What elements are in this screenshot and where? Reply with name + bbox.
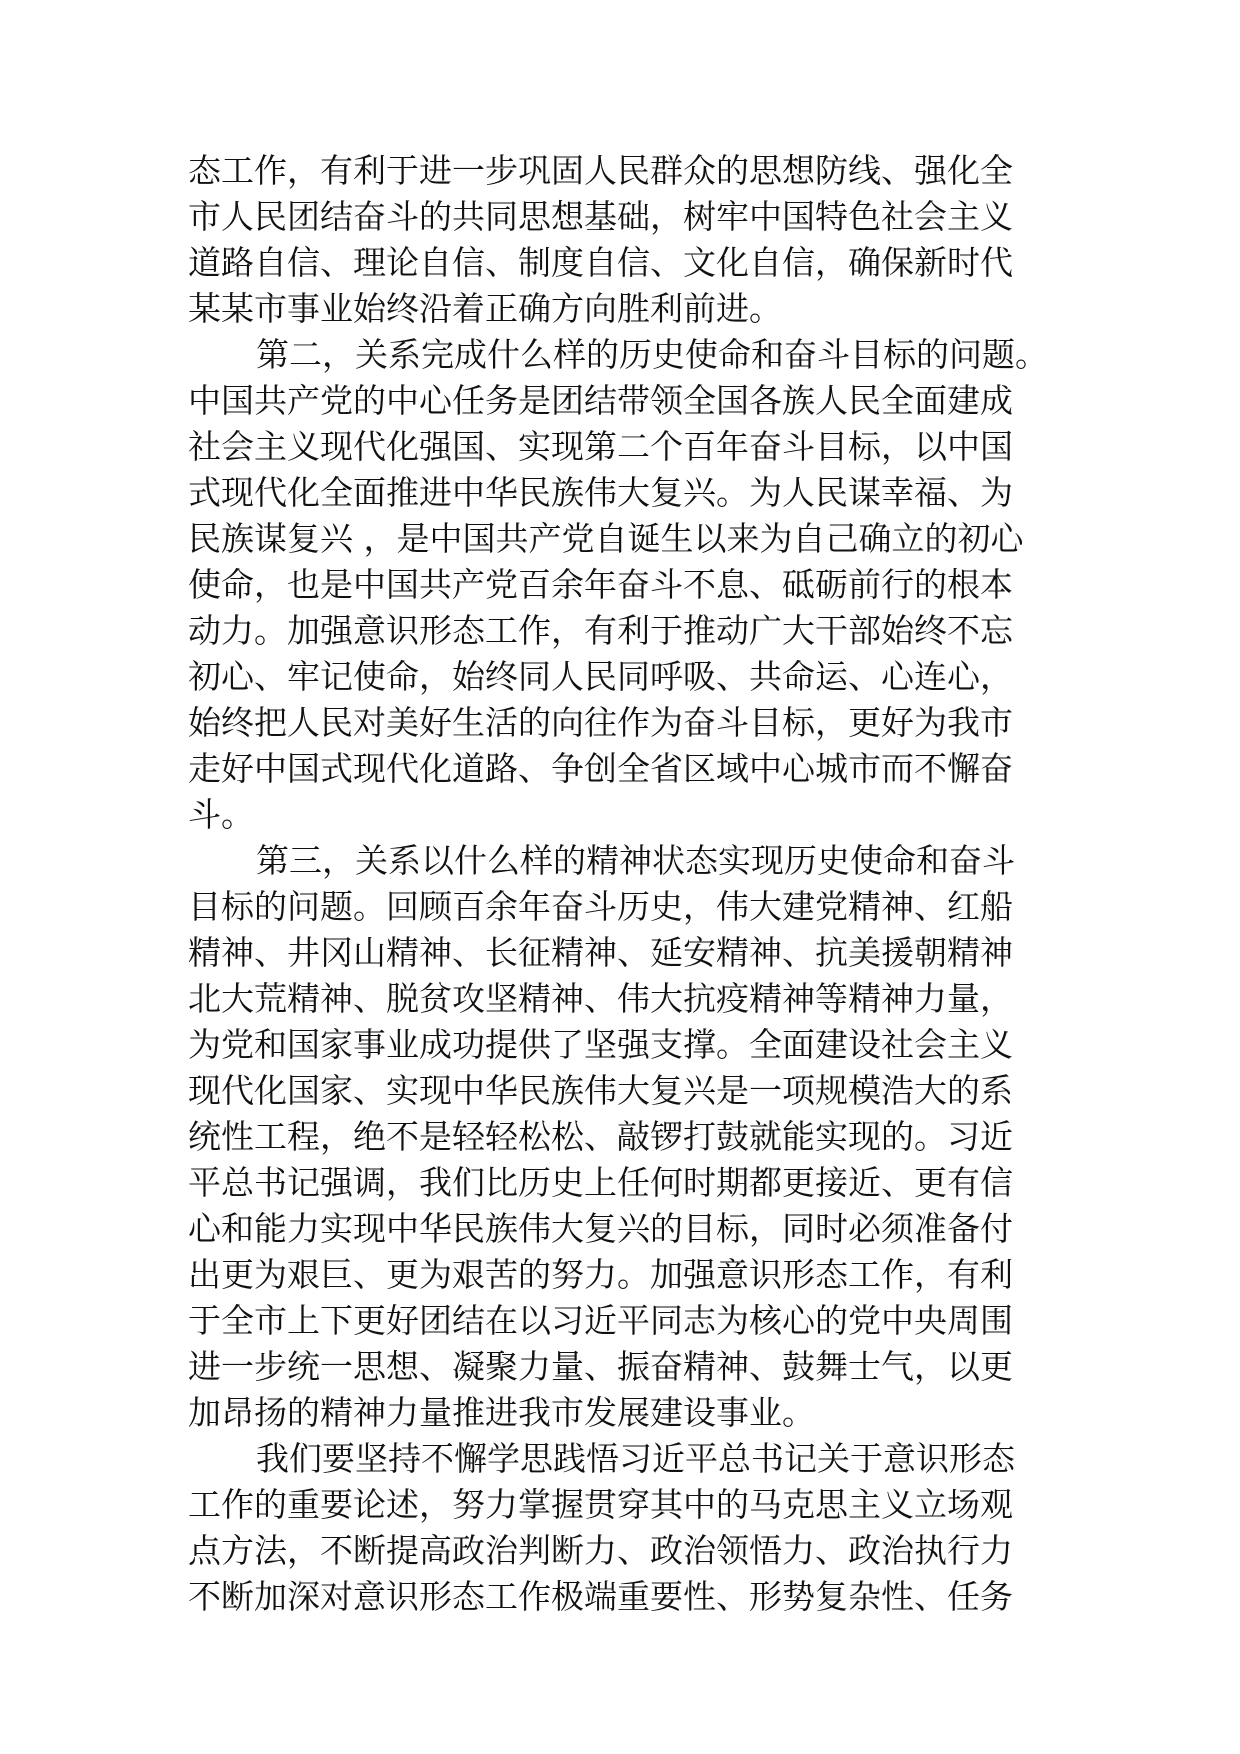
text-line: 出更为艰巨、更为艰苦的努力。加强意识形态工作，有利: [188, 1255, 1013, 1294]
text-line: 进一步统一思想、凝聚力量、振奋精神、鼓舞士气，以更: [188, 1347, 1013, 1386]
text-line: 斗。: [188, 795, 254, 834]
text-line: 走好中国式现代化道路、争创全省区域中心城市而不懈奋: [188, 749, 1013, 788]
text-line: 统性工程，绝不是轻轻松松、敲锣打鼓就能实现的。习近: [188, 1117, 1013, 1156]
text-line: 第三，关系以什么样的精神状态实现历史使命和奋斗: [256, 841, 1015, 880]
text-line: 不断加深对意识形态工作极端重要性、形势复杂性、任务: [188, 1577, 1013, 1616]
text-line: 于全市上下更好团结在以习近平同志为核心的党中央周围: [188, 1301, 1013, 1340]
paragraph: [188, 838, 1068, 1436]
text-line: 使命，也是中国共产党百余年奋斗不息、砥砺前行的根本: [188, 565, 1013, 604]
text-line: 社会主义现代化强国、实现第二个百年奋斗目标，以中国: [188, 427, 1013, 466]
text-line: 为党和国家事业成功提供了坚强支撑。全面建设社会主义: [188, 1025, 1013, 1064]
paragraph: [188, 148, 1068, 332]
text-line: 平总书记强调，我们比历史上任何时期都更接近、更有信: [188, 1163, 1013, 1202]
text-line: 加昂扬的精神力量推进我市发展建设事业。: [188, 1393, 815, 1432]
text-line: 式现代化全面推进中华民族伟大复兴。为人民谋幸福、为: [188, 473, 1013, 512]
text-line: 目标的问题。回顾百余年奋斗历史，伟大建党精神、红船: [188, 887, 1013, 926]
text-line: 道路自信、理论自信、制度自信、文化自信，确保新时代: [188, 243, 1013, 282]
document-body: [188, 148, 1068, 1620]
paragraph: [188, 1436, 1068, 1620]
text-line: 市人民团结奋斗的共同思想基础，树牢中国特色社会主义: [188, 197, 1013, 236]
text-line: 初心、牢记使命，始终同人民同呼吸、共命运、心连心，: [188, 657, 1013, 696]
text-line: 工作的重要论述，努力掌握贯穿其中的马克思主义立场观: [188, 1485, 1013, 1524]
text-line: 民族谋复兴 ，是中国共产党自诞生以来为自己确立的初心: [188, 519, 1024, 558]
text-line: 中国共产党的中心任务是团结带领全国各族人民全面建成: [188, 381, 1013, 420]
text-line: 精神、井冈山精神、长征精神、延安精神、抗美援朝精神: [188, 933, 1013, 972]
text-line: 我们要坚持不懈学思践悟习近平总书记关于意识形态: [256, 1439, 1015, 1478]
text-line: 心和能力实现中华民族伟大复兴的目标，同时必须准备付: [188, 1209, 1013, 1248]
text-line: 现代化国家、实现中华民族伟大复兴是一项规模浩大的系: [188, 1071, 1013, 1110]
paragraph: [188, 332, 1068, 838]
text-line: 动力。加强意识形态工作，有利于推动广大干部始终不忘: [188, 611, 1013, 650]
text-line: 态工作，有利于进一步巩固人民群众的思想防线、强化全: [188, 151, 1013, 190]
text-line: 始终把人民对美好生活的向往作为奋斗目标，更好为我市: [188, 703, 1013, 742]
text-line: 北大荒精神、脱贫攻坚精神、伟大抗疫精神等精神力量，: [188, 979, 1013, 1018]
text-line: 第二，关系完成什么样的历史使命和奋斗目标的问题。: [256, 335, 1048, 374]
text-line: 点方法，不断提高政治判断力、政治领悟力、政治执行力: [188, 1531, 1013, 1570]
text-line: 某某市事业始终沿着正确方向胜利前进。: [188, 289, 782, 328]
